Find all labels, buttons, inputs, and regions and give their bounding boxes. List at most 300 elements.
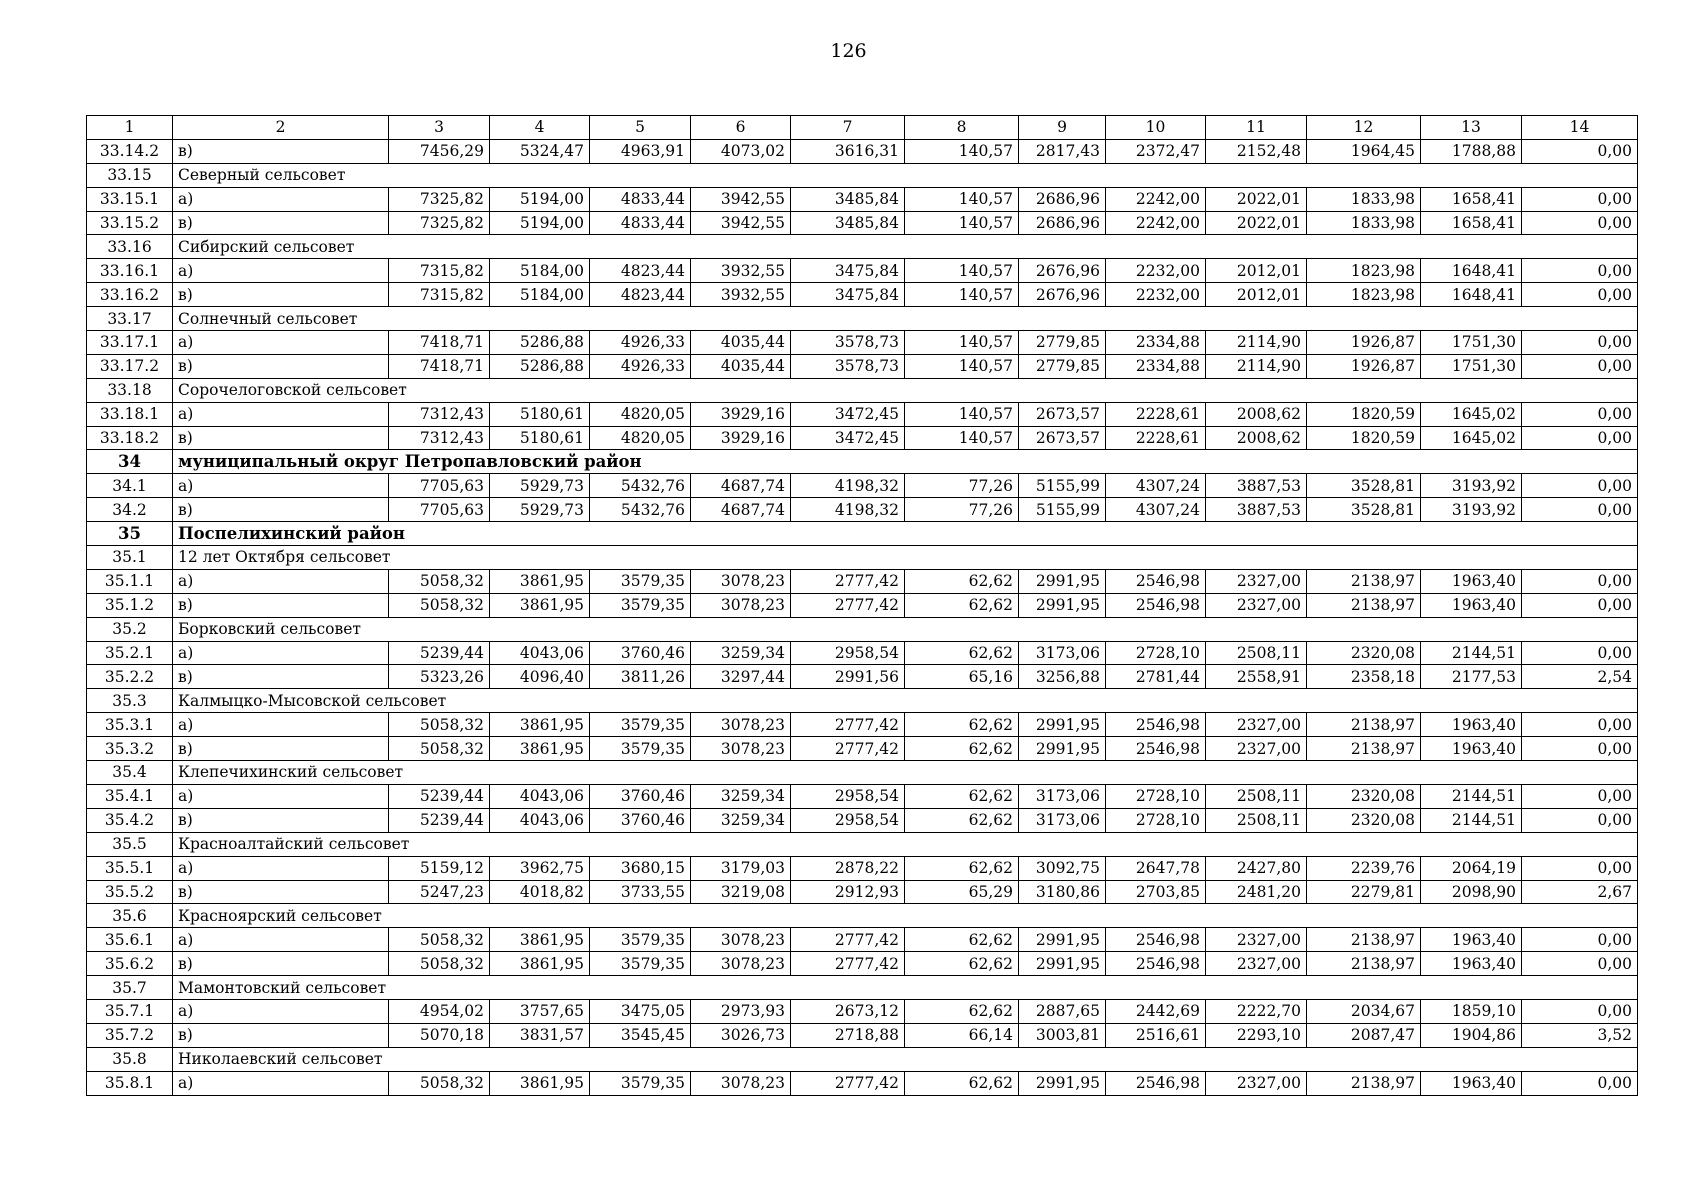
value-cell: 0,00 <box>1522 569 1638 593</box>
value-cell: 2144,51 <box>1421 641 1522 665</box>
value-cell: 2777,42 <box>791 737 905 761</box>
value-cell: 3578,73 <box>791 331 905 355</box>
value-cell: 3811,26 <box>590 665 691 689</box>
value-cell: 2991,56 <box>791 665 905 689</box>
value-cell: 2686,96 <box>1019 211 1106 235</box>
table-row <box>87 139 1638 163</box>
value-cell: 1788,88 <box>1421 139 1522 163</box>
column-header: 14 <box>1522 116 1638 140</box>
value-cell: 2973,93 <box>691 999 791 1023</box>
table-row <box>87 331 1638 355</box>
value-cell: 3680,15 <box>590 856 691 880</box>
value-cell: 2546,98 <box>1106 952 1206 976</box>
value-cell: 3757,65 <box>490 999 590 1023</box>
value-cell: 3256,88 <box>1019 665 1106 689</box>
row-variant-label: а) <box>173 928 389 952</box>
value-cell: 4073,02 <box>691 139 791 163</box>
value-cell: 3861,95 <box>490 713 590 737</box>
value-cell: 4687,74 <box>691 498 791 522</box>
value-cell: 5058,32 <box>389 928 490 952</box>
row-variant-label: в) <box>173 880 389 904</box>
group-title: Сибирский сельсовет <box>173 235 1638 259</box>
group-title: Красноалтайский сельсовет <box>173 832 1638 856</box>
table-row <box>87 713 1638 737</box>
value-cell: 5286,88 <box>490 354 590 378</box>
value-cell: 5155,99 <box>1019 474 1106 498</box>
row-code: 33.17.2 <box>87 354 173 378</box>
value-cell: 3760,46 <box>590 784 691 808</box>
value-cell: 2228,61 <box>1106 402 1206 426</box>
value-cell: 2991,95 <box>1019 928 1106 952</box>
value-cell: 0,00 <box>1522 737 1638 761</box>
value-cell: 1904,86 <box>1421 1023 1522 1047</box>
table-row <box>87 999 1638 1023</box>
value-cell: 2114,90 <box>1206 354 1307 378</box>
value-cell: 2138,97 <box>1307 952 1421 976</box>
table-row <box>87 737 1638 761</box>
value-cell: 2320,08 <box>1307 784 1421 808</box>
value-cell: 2012,01 <box>1206 259 1307 283</box>
value-cell: 1658,41 <box>1421 211 1522 235</box>
value-cell: 2777,42 <box>791 569 905 593</box>
value-cell: 2686,96 <box>1019 187 1106 211</box>
value-cell: 3078,23 <box>691 1071 791 1095</box>
value-cell: 2991,95 <box>1019 713 1106 737</box>
value-cell: 2991,95 <box>1019 737 1106 761</box>
value-cell: 1926,87 <box>1307 331 1421 355</box>
value-cell: 2991,95 <box>1019 593 1106 617</box>
row-code: 35.3 <box>87 689 173 713</box>
row-variant-label: а) <box>173 641 389 665</box>
value-cell: 1963,40 <box>1421 713 1522 737</box>
value-cell: 5247,23 <box>389 880 490 904</box>
group-title: Северный сельсовет <box>173 163 1638 187</box>
value-cell: 1820,59 <box>1307 402 1421 426</box>
value-cell: 62,62 <box>905 952 1019 976</box>
value-cell: 2138,97 <box>1307 1071 1421 1095</box>
value-cell: 62,62 <box>905 999 1019 1023</box>
value-cell: 2012,01 <box>1206 283 1307 307</box>
row-code: 34 <box>87 450 173 474</box>
table-row <box>87 1023 1638 1047</box>
row-code: 33.17.1 <box>87 331 173 355</box>
row-variant-label: в) <box>173 426 389 450</box>
value-cell: 2779,85 <box>1019 354 1106 378</box>
value-cell: 2320,08 <box>1307 641 1421 665</box>
value-cell: 3616,31 <box>791 139 905 163</box>
row-code: 35.8.1 <box>87 1071 173 1095</box>
value-cell: 1823,98 <box>1307 283 1421 307</box>
value-cell: 5070,18 <box>389 1023 490 1047</box>
table-row <box>87 402 1638 426</box>
value-cell: 5194,00 <box>490 187 590 211</box>
value-cell: 5239,44 <box>389 784 490 808</box>
row-code: 35.4.1 <box>87 784 173 808</box>
group-title: Красноярский сельсовет <box>173 904 1638 928</box>
value-cell: 3173,06 <box>1019 784 1106 808</box>
value-cell: 7325,82 <box>389 211 490 235</box>
value-cell: 0,00 <box>1522 593 1638 617</box>
value-cell: 1648,41 <box>1421 259 1522 283</box>
value-cell: 140,57 <box>905 139 1019 163</box>
row-code: 35.2.1 <box>87 641 173 665</box>
value-cell: 2239,76 <box>1307 856 1421 880</box>
group-row <box>87 307 1638 331</box>
column-header: 8 <box>905 116 1019 140</box>
section-title: муниципальный округ Петропавловский район <box>173 450 1638 474</box>
column-header: 9 <box>1019 116 1106 140</box>
value-cell: 0,00 <box>1522 187 1638 211</box>
group-row <box>87 1047 1638 1071</box>
value-cell: 3579,35 <box>590 1071 691 1095</box>
value-cell: 3179,03 <box>691 856 791 880</box>
value-cell: 2138,97 <box>1307 713 1421 737</box>
value-cell: 3760,46 <box>590 641 691 665</box>
value-cell: 1964,45 <box>1307 139 1421 163</box>
value-cell: 5058,32 <box>389 737 490 761</box>
group-title: 12 лет Октября сельсовет <box>173 546 1638 570</box>
value-cell: 66,14 <box>905 1023 1019 1047</box>
value-cell: 3173,06 <box>1019 641 1106 665</box>
group-row <box>87 235 1638 259</box>
value-cell: 140,57 <box>905 402 1019 426</box>
value-cell: 2279,81 <box>1307 880 1421 904</box>
value-cell: 5180,61 <box>490 426 590 450</box>
value-cell: 7325,82 <box>389 187 490 211</box>
table-row <box>87 426 1638 450</box>
row-code: 35.1.1 <box>87 569 173 593</box>
value-cell: 77,26 <box>905 474 1019 498</box>
value-cell: 3259,34 <box>691 641 791 665</box>
value-cell: 5058,32 <box>389 1071 490 1095</box>
row-code: 35.7.2 <box>87 1023 173 1047</box>
value-cell: 3887,53 <box>1206 474 1307 498</box>
value-cell: 5184,00 <box>490 283 590 307</box>
value-cell: 2508,11 <box>1206 784 1307 808</box>
value-cell: 7312,43 <box>389 402 490 426</box>
column-header: 12 <box>1307 116 1421 140</box>
value-cell: 2442,69 <box>1106 999 1206 1023</box>
row-code: 35.7 <box>87 976 173 1000</box>
value-cell: 2008,62 <box>1206 426 1307 450</box>
value-cell: 1963,40 <box>1421 928 1522 952</box>
value-cell: 5432,76 <box>590 474 691 498</box>
value-cell: 3180,86 <box>1019 880 1106 904</box>
value-cell: 4926,33 <box>590 354 691 378</box>
value-cell: 2138,97 <box>1307 928 1421 952</box>
row-code: 33.14.2 <box>87 139 173 163</box>
value-cell: 2676,96 <box>1019 283 1106 307</box>
row-code: 35 <box>87 522 173 546</box>
value-cell: 1823,98 <box>1307 259 1421 283</box>
table-row <box>87 569 1638 593</box>
value-cell: 2327,00 <box>1206 1071 1307 1095</box>
row-variant-label: в) <box>173 283 389 307</box>
value-cell: 2427,80 <box>1206 856 1307 880</box>
group-title: Калмыцко-Мысовской сельсовет <box>173 689 1638 713</box>
value-cell: 1963,40 <box>1421 1071 1522 1095</box>
value-cell: 62,62 <box>905 928 1019 952</box>
value-cell: 2242,00 <box>1106 211 1206 235</box>
column-header: 11 <box>1206 116 1307 140</box>
row-variant-label: а) <box>173 187 389 211</box>
column-header: 3 <box>389 116 490 140</box>
row-variant-label: а) <box>173 569 389 593</box>
row-code: 35.3.1 <box>87 713 173 737</box>
value-cell: 3861,95 <box>490 569 590 593</box>
table-row <box>87 808 1638 832</box>
value-cell: 2777,42 <box>791 928 905 952</box>
value-cell: 3861,95 <box>490 1071 590 1095</box>
value-cell: 3193,92 <box>1421 474 1522 498</box>
column-header: 10 <box>1106 116 1206 140</box>
value-cell: 3472,45 <box>791 426 905 450</box>
row-code: 33.15.1 <box>87 187 173 211</box>
value-cell: 3078,23 <box>691 593 791 617</box>
value-cell: 77,26 <box>905 498 1019 522</box>
value-cell: 5929,73 <box>490 498 590 522</box>
value-cell: 1963,40 <box>1421 593 1522 617</box>
value-cell: 3932,55 <box>691 259 791 283</box>
value-cell: 4820,05 <box>590 402 691 426</box>
value-cell: 1963,40 <box>1421 569 1522 593</box>
value-cell: 2327,00 <box>1206 737 1307 761</box>
value-cell: 4043,06 <box>490 784 590 808</box>
table-row <box>87 354 1638 378</box>
value-cell: 140,57 <box>905 283 1019 307</box>
value-cell: 5180,61 <box>490 402 590 426</box>
value-cell: 7315,82 <box>389 259 490 283</box>
value-cell: 2,54 <box>1522 665 1638 689</box>
value-cell: 1963,40 <box>1421 952 1522 976</box>
row-code: 33.16 <box>87 235 173 259</box>
value-cell: 2728,10 <box>1106 808 1206 832</box>
section-title: Поспелихинский район <box>173 522 1638 546</box>
row-code: 35.4.2 <box>87 808 173 832</box>
value-cell: 2327,00 <box>1206 569 1307 593</box>
value-cell: 0,00 <box>1522 641 1638 665</box>
row-code: 35.1 <box>87 546 173 570</box>
row-variant-label: в) <box>173 593 389 617</box>
row-code: 35.6 <box>87 904 173 928</box>
value-cell: 1751,30 <box>1421 331 1522 355</box>
value-cell: 2034,67 <box>1307 999 1421 1023</box>
value-cell: 2991,95 <box>1019 1071 1106 1095</box>
value-cell: 2508,11 <box>1206 641 1307 665</box>
group-row <box>87 689 1638 713</box>
tariff-table <box>86 115 1638 1096</box>
table-row <box>87 498 1638 522</box>
value-cell: 5324,47 <box>490 139 590 163</box>
value-cell: 62,62 <box>905 569 1019 593</box>
value-cell: 1926,87 <box>1307 354 1421 378</box>
value-cell: 2022,01 <box>1206 187 1307 211</box>
value-cell: 7312,43 <box>389 426 490 450</box>
section-row <box>87 522 1638 546</box>
value-cell: 2144,51 <box>1421 808 1522 832</box>
value-cell: 4198,32 <box>791 498 905 522</box>
value-cell: 1648,41 <box>1421 283 1522 307</box>
value-cell: 0,00 <box>1522 808 1638 832</box>
value-cell: 4035,44 <box>691 354 791 378</box>
table-row <box>87 211 1638 235</box>
value-cell: 2558,91 <box>1206 665 1307 689</box>
section-row <box>87 450 1638 474</box>
value-cell: 3259,34 <box>691 784 791 808</box>
value-cell: 3475,84 <box>791 259 905 283</box>
value-cell: 2546,98 <box>1106 713 1206 737</box>
row-code: 35.5 <box>87 832 173 856</box>
value-cell: 4198,32 <box>791 474 905 498</box>
value-cell: 2777,42 <box>791 593 905 617</box>
value-cell: 65,29 <box>905 880 1019 904</box>
value-cell: 1658,41 <box>1421 187 1522 211</box>
value-cell: 4963,91 <box>590 139 691 163</box>
table-row <box>87 283 1638 307</box>
value-cell: 2991,95 <box>1019 569 1106 593</box>
row-code: 33.16.1 <box>87 259 173 283</box>
value-cell: 1645,02 <box>1421 402 1522 426</box>
value-cell: 2481,20 <box>1206 880 1307 904</box>
value-cell: 140,57 <box>905 331 1019 355</box>
value-cell: 4823,44 <box>590 283 691 307</box>
value-cell: 140,57 <box>905 187 1019 211</box>
value-cell: 2728,10 <box>1106 641 1206 665</box>
value-cell: 0,00 <box>1522 498 1638 522</box>
table-row <box>87 474 1638 498</box>
value-cell: 2546,98 <box>1106 593 1206 617</box>
column-header: 2 <box>173 116 389 140</box>
value-cell: 5058,32 <box>389 569 490 593</box>
group-row <box>87 976 1638 1000</box>
column-header: 1 <box>87 116 173 140</box>
value-cell: 0,00 <box>1522 784 1638 808</box>
row-code: 35.2.2 <box>87 665 173 689</box>
value-cell: 4954,02 <box>389 999 490 1023</box>
row-variant-label: в) <box>173 1023 389 1047</box>
value-cell: 7705,63 <box>389 498 490 522</box>
row-code: 34.2 <box>87 498 173 522</box>
row-variant-label: а) <box>173 784 389 808</box>
table-row <box>87 880 1638 904</box>
value-cell: 2728,10 <box>1106 784 1206 808</box>
row-code: 33.16.2 <box>87 283 173 307</box>
value-cell: 2320,08 <box>1307 808 1421 832</box>
row-code: 34.1 <box>87 474 173 498</box>
value-cell: 4833,44 <box>590 187 691 211</box>
value-cell: 3861,95 <box>490 952 590 976</box>
row-code: 35.3.2 <box>87 737 173 761</box>
row-code: 35.6.2 <box>87 952 173 976</box>
group-row <box>87 832 1638 856</box>
value-cell: 140,57 <box>905 259 1019 283</box>
table-row <box>87 641 1638 665</box>
value-cell: 2516,61 <box>1106 1023 1206 1047</box>
value-cell: 3579,35 <box>590 737 691 761</box>
value-cell: 2546,98 <box>1106 569 1206 593</box>
value-cell: 62,62 <box>905 856 1019 880</box>
value-cell: 1833,98 <box>1307 187 1421 211</box>
value-cell: 3485,84 <box>791 211 905 235</box>
value-cell: 3078,23 <box>691 952 791 976</box>
value-cell: 3929,16 <box>691 426 791 450</box>
value-cell: 7418,71 <box>389 354 490 378</box>
value-cell: 65,16 <box>905 665 1019 689</box>
value-cell: 3078,23 <box>691 928 791 952</box>
value-cell: 3861,95 <box>490 928 590 952</box>
group-row <box>87 163 1638 187</box>
value-cell: 2781,44 <box>1106 665 1206 689</box>
value-cell: 3078,23 <box>691 737 791 761</box>
value-cell: 4018,82 <box>490 880 590 904</box>
value-cell: 2817,43 <box>1019 139 1106 163</box>
value-cell: 3026,73 <box>691 1023 791 1047</box>
row-variant-label: в) <box>173 354 389 378</box>
value-cell: 5432,76 <box>590 498 691 522</box>
value-cell: 5159,12 <box>389 856 490 880</box>
value-cell: 2912,93 <box>791 880 905 904</box>
value-cell: 1859,10 <box>1421 999 1522 1023</box>
row-variant-label: в) <box>173 737 389 761</box>
value-cell: 4307,24 <box>1106 498 1206 522</box>
value-cell: 5239,44 <box>389 808 490 832</box>
value-cell: 2718,88 <box>791 1023 905 1047</box>
value-cell: 0,00 <box>1522 474 1638 498</box>
value-cell: 3962,75 <box>490 856 590 880</box>
value-cell: 2372,47 <box>1106 139 1206 163</box>
group-title: Борковский сельсовет <box>173 617 1638 641</box>
value-cell: 3929,16 <box>691 402 791 426</box>
row-code: 35.8 <box>87 1047 173 1071</box>
column-header: 7 <box>791 116 905 140</box>
table-row <box>87 856 1638 880</box>
value-cell: 2777,42 <box>791 952 905 976</box>
value-cell: 62,62 <box>905 737 1019 761</box>
value-cell: 3297,44 <box>691 665 791 689</box>
row-variant-label: в) <box>173 952 389 976</box>
value-cell: 3092,75 <box>1019 856 1106 880</box>
value-cell: 3485,84 <box>791 187 905 211</box>
value-cell: 4823,44 <box>590 259 691 283</box>
value-cell: 2293,10 <box>1206 1023 1307 1047</box>
value-cell: 3579,35 <box>590 569 691 593</box>
value-cell: 2022,01 <box>1206 211 1307 235</box>
row-variant-label: а) <box>173 856 389 880</box>
group-title: Солнечный сельсовет <box>173 307 1638 331</box>
value-cell: 3861,95 <box>490 593 590 617</box>
value-cell: 0,00 <box>1522 928 1638 952</box>
value-cell: 0,00 <box>1522 426 1638 450</box>
row-variant-label: а) <box>173 331 389 355</box>
value-cell: 7705,63 <box>389 474 490 498</box>
row-variant-label: а) <box>173 474 389 498</box>
row-variant-label: в) <box>173 498 389 522</box>
value-cell: 3760,46 <box>590 808 691 832</box>
row-variant-label: в) <box>173 665 389 689</box>
value-cell: 4035,44 <box>691 331 791 355</box>
group-row <box>87 904 1638 928</box>
value-cell: 2958,54 <box>791 641 905 665</box>
table-row <box>87 665 1638 689</box>
row-code: 35.5.1 <box>87 856 173 880</box>
value-cell: 4043,06 <box>490 641 590 665</box>
value-cell: 3831,57 <box>490 1023 590 1047</box>
value-cell: 3528,81 <box>1307 474 1421 498</box>
value-cell: 2138,97 <box>1307 737 1421 761</box>
value-cell: 2673,12 <box>791 999 905 1023</box>
row-variant-label: а) <box>173 999 389 1023</box>
value-cell: 1751,30 <box>1421 354 1522 378</box>
